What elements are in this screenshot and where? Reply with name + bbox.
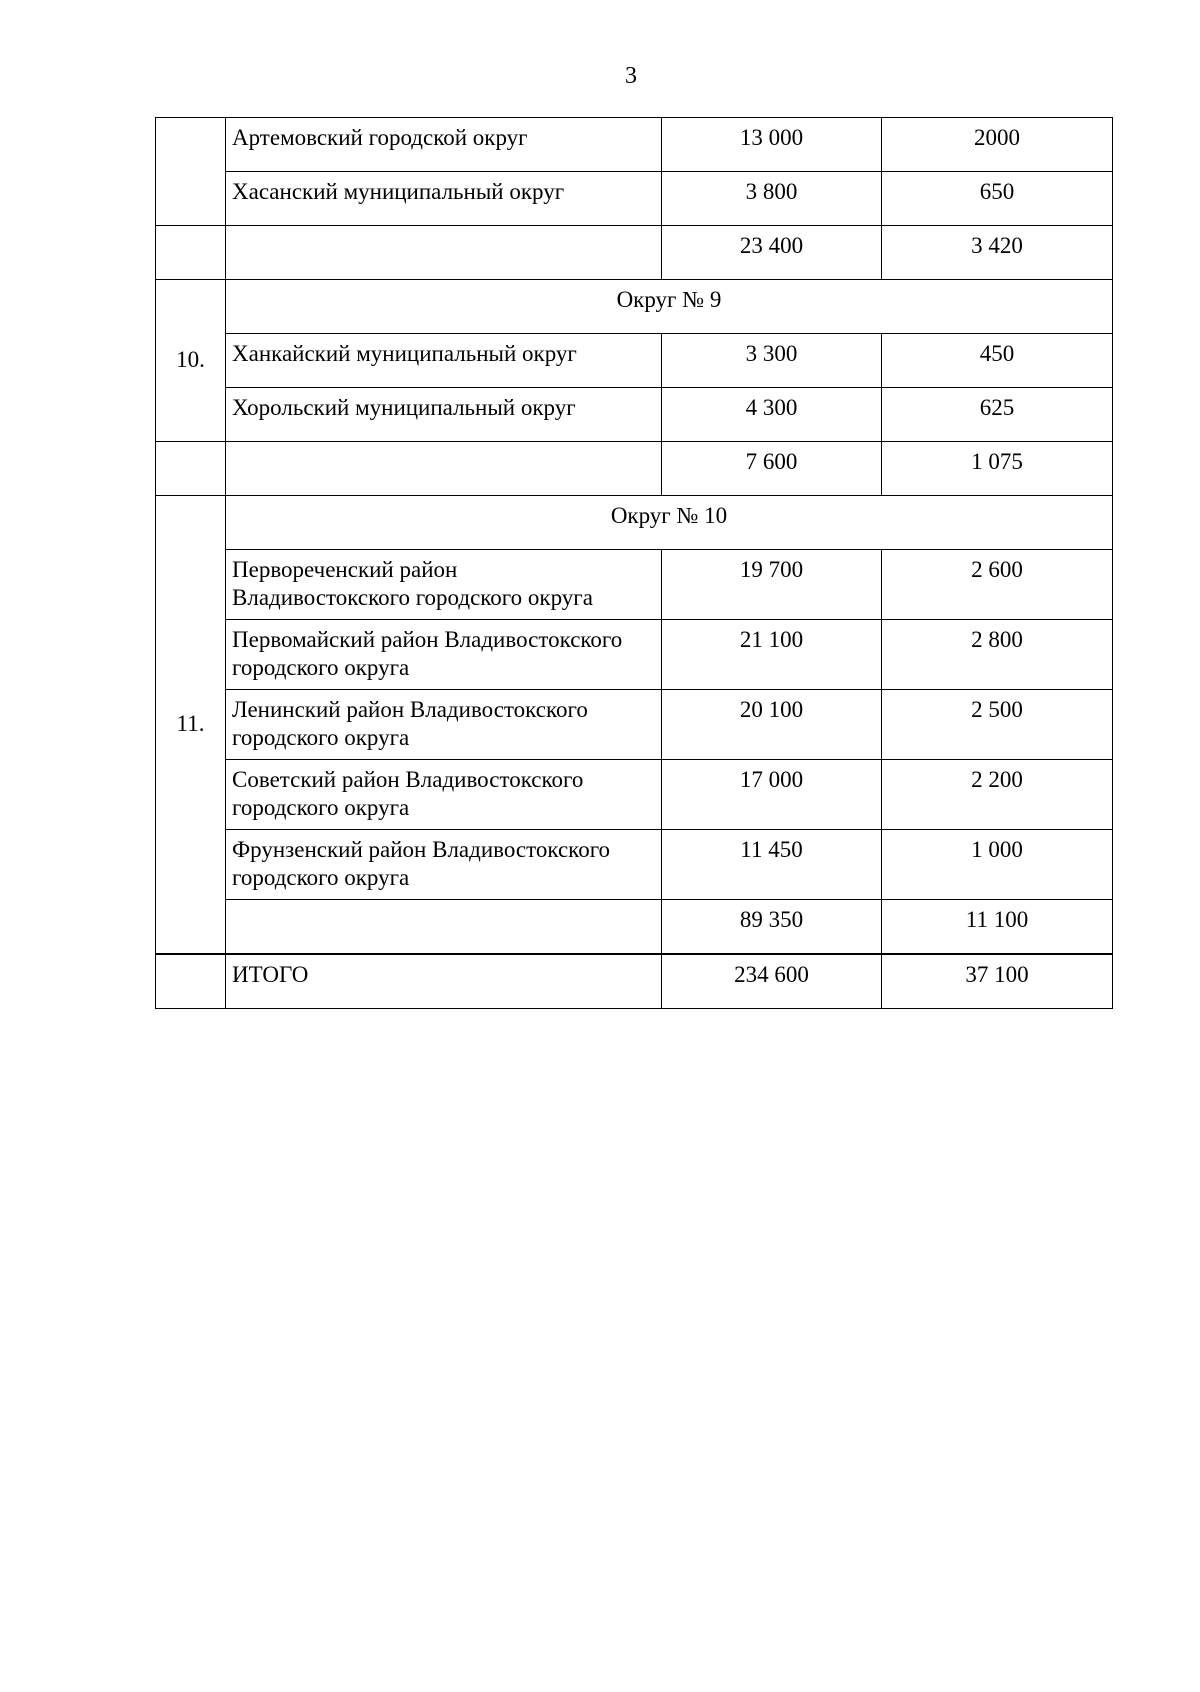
value-2-cell: 625: [882, 388, 1113, 442]
district-name-line-1: Ленинский район Владивостокского: [232, 697, 588, 722]
allocation-table: [155, 117, 1113, 1009]
subtotal-row: [156, 226, 1113, 280]
district-name-line-2: городского округа: [232, 655, 410, 680]
value-2-cell: 2 500: [882, 690, 1113, 760]
table-row: [156, 172, 1113, 226]
subtotal-label-cell: [226, 226, 662, 280]
district-name-cell: [226, 550, 662, 620]
table-row: [156, 334, 1113, 388]
value-1-cell: 20 100: [662, 690, 882, 760]
subtotal-row: [156, 900, 1113, 955]
table-row: [156, 118, 1113, 172]
group-heading: Округ № 9: [226, 280, 1113, 334]
subtotal-value-1: 23 400: [662, 226, 882, 280]
row-number-cell: 11.: [156, 496, 226, 955]
table-row: [156, 620, 1113, 690]
table-row: [156, 690, 1113, 760]
table-row: [156, 388, 1113, 442]
row-number-cell: [156, 442, 226, 496]
group-heading-row: [156, 496, 1113, 550]
page-number: 3: [625, 63, 637, 89]
value-1-cell: 19 700: [662, 550, 882, 620]
value-1-cell: 3 800: [662, 172, 882, 226]
district-name-cell: [226, 620, 662, 690]
table-row: [156, 550, 1113, 620]
subtotal-value-2: 3 420: [882, 226, 1113, 280]
value-1-cell: 4 300: [662, 388, 882, 442]
value-2-cell: 2 200: [882, 760, 1113, 830]
district-name-line-1: Первомайский район Владивостокского: [232, 627, 623, 652]
value-1-cell: 11 450: [662, 830, 882, 900]
district-name-cell: Артемовский городской округ: [226, 118, 662, 172]
district-name-cell: [226, 830, 662, 900]
value-2-cell: 450: [882, 334, 1113, 388]
row-number-cell: [156, 954, 226, 1009]
subtotal-row: [156, 442, 1113, 496]
district-name-cell: Хасанский муниципальный округ: [226, 172, 662, 226]
group-heading: Округ № 10: [226, 496, 1113, 550]
district-name-cell: [226, 690, 662, 760]
table-row: [156, 830, 1113, 900]
district-name-line-1: Первореченский район: [232, 557, 458, 582]
subtotal-value-1: 7 600: [662, 442, 882, 496]
value-1-cell: 13 000: [662, 118, 882, 172]
value-2-cell: 2 600: [882, 550, 1113, 620]
value-1-cell: 3 300: [662, 334, 882, 388]
district-name-line-1: Фрунзенский район Владивостокского: [232, 837, 611, 862]
table-row: [156, 760, 1113, 830]
group-heading-row: [156, 280, 1113, 334]
value-1-cell: 21 100: [662, 620, 882, 690]
row-number-cell: 10.: [156, 280, 226, 442]
district-name-line-2: Владивостокского городского округа: [232, 585, 593, 610]
subtotal-value-2: 1 075: [882, 442, 1113, 496]
district-name-cell: [226, 760, 662, 830]
value-2-cell: 2 800: [882, 620, 1113, 690]
row-number-cell: [156, 226, 226, 280]
subtotal-value-2: 11 100: [882, 900, 1113, 955]
district-name-line-2: городского округа: [232, 795, 410, 820]
value-2-cell: 650: [882, 172, 1113, 226]
total-row: [156, 954, 1113, 1009]
value-1-cell: 17 000: [662, 760, 882, 830]
total-value-1: 234 600: [662, 954, 882, 1009]
subtotal-label-cell: [226, 442, 662, 496]
subtotal-value-1: 89 350: [662, 900, 882, 955]
district-name-cell: Ханкайский муниципальный округ: [226, 334, 662, 388]
row-number-cell: [156, 118, 226, 226]
district-name-cell: Хорольский муниципальный округ: [226, 388, 662, 442]
district-name-line-2: городского округа: [232, 865, 410, 890]
subtotal-label-cell: [226, 900, 662, 955]
district-name-line-2: городского округа: [232, 725, 410, 750]
total-label: ИТОГО: [226, 954, 662, 1009]
value-2-cell: 1 000: [882, 830, 1113, 900]
total-value-2: 37 100: [882, 954, 1113, 1009]
value-2-cell: 2000: [882, 118, 1113, 172]
district-name-line-1: Советский район Владивостокского: [232, 767, 584, 792]
